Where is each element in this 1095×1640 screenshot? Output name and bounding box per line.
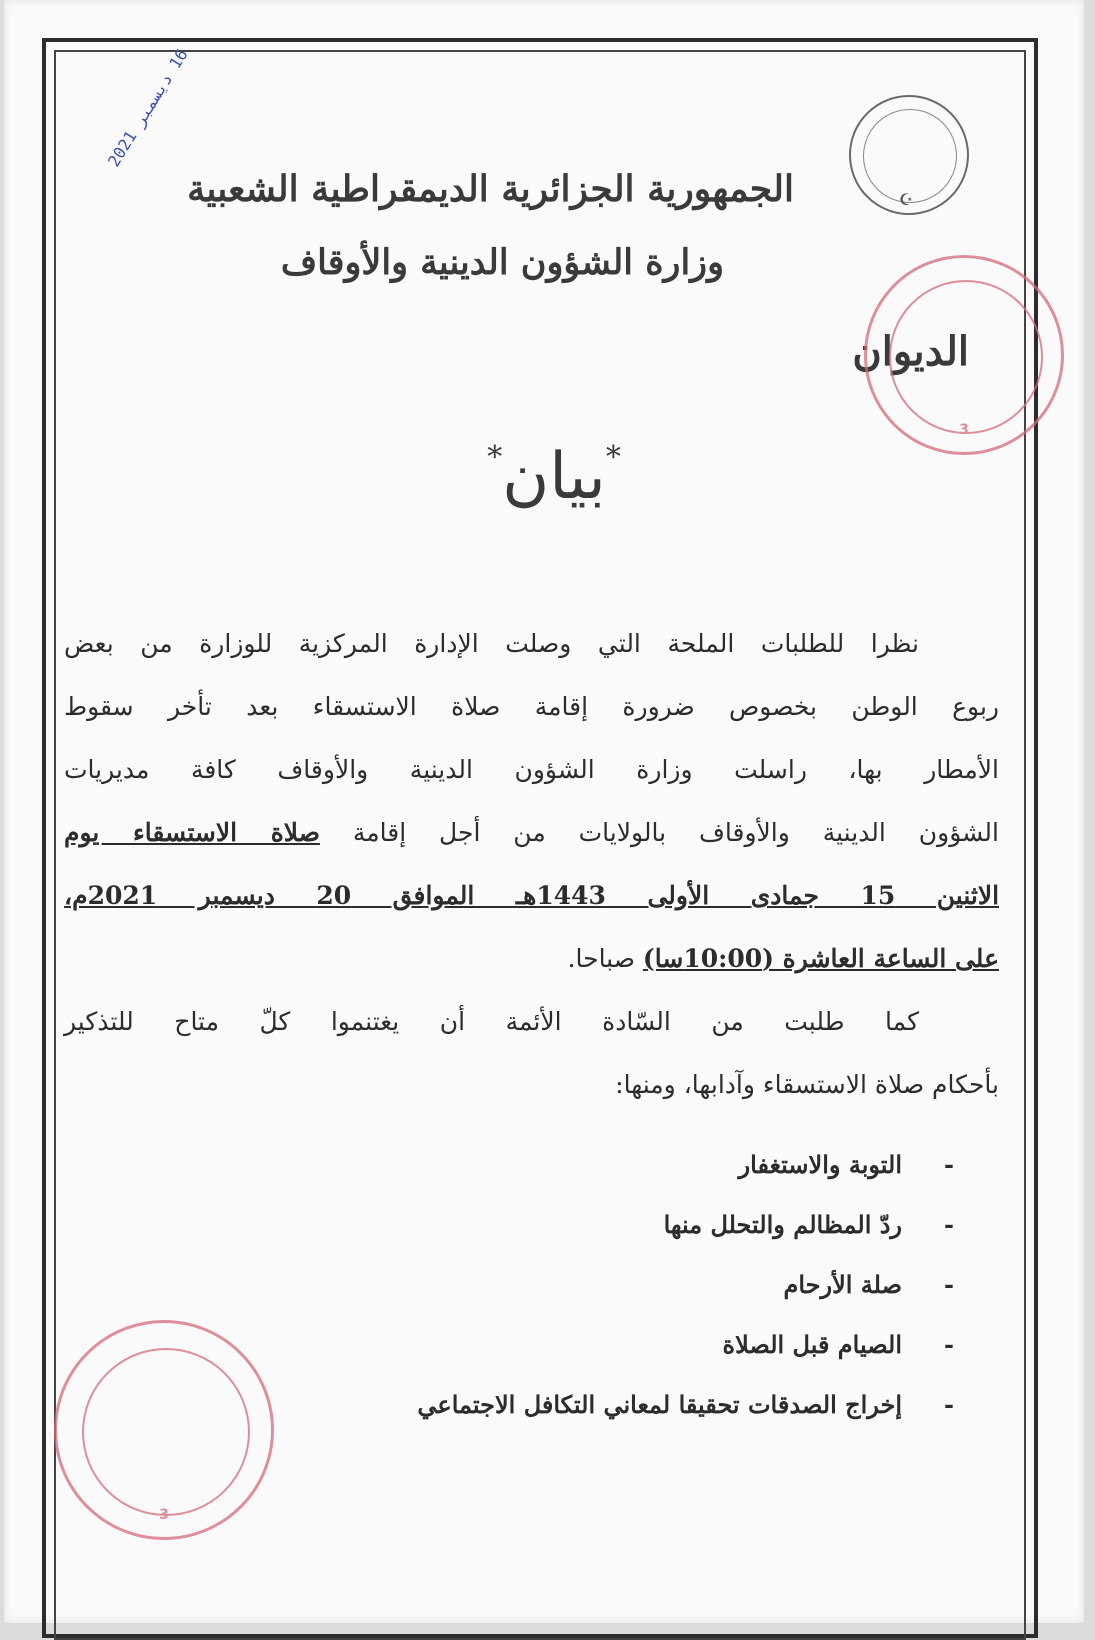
body-line-3: الأمطار بها، راسلت وزارة الشؤون الدينية والأوقاف كافة مديريات <box>64 755 999 784</box>
list-item <box>417 1315 954 1375</box>
official-stamp-top <box>864 255 1064 455</box>
body-line-4-highlight: صلاة الاستسقاء يوم <box>64 818 320 847</box>
list-dash: - <box>944 1330 954 1359</box>
document-sheet <box>4 0 1084 1623</box>
etiquette-list <box>417 1135 954 1435</box>
list-dash: - <box>944 1210 954 1239</box>
body-line-1: نظرا للطلبات الملحة التي وصلت الإدارة المركزية للوزارة من بعض <box>64 629 919 658</box>
body-line-8: بأحكام صلاة الاستسقاء وآدابها، ومنها: <box>615 1070 999 1099</box>
list-item-text: الصيام قبل الصلاة <box>722 1330 902 1359</box>
body-line-7: كما طلبت من السّادة الأئمة أن يغتنموا كلّ متاح للتذكير <box>64 1007 919 1036</box>
body-line-2: ربوع الوطن بخصوص ضرورة إقامة صلاة الاستسقاء بعد تأخر سقوط <box>64 692 999 721</box>
list-item-text: إخراج الصدقات تحقيقا لمعاني التكافل الاجتماعي <box>417 1390 902 1419</box>
body-line-6-time: على الساعة العاشرة (10:00سا) <box>642 944 999 973</box>
page-title <box>374 440 734 514</box>
list-item-text: التوبة والاستغفار <box>738 1150 902 1179</box>
body-line-5-date: الاثنين 15 جمادى الأولى 1443هـ الموافق 20 ديسمبر 2021م، <box>64 881 1000 910</box>
statement-body <box>64 612 999 1116</box>
list-item-text: ردّ المظالم والتحلل منها <box>663 1210 902 1239</box>
body-line-4-text: الشؤون الدينية والأوقاف بالولايات من أجل إقامة <box>352 818 999 847</box>
list-dash: - <box>944 1150 954 1179</box>
list-item-text: صلة الأرحام <box>783 1270 902 1299</box>
list-item <box>417 1135 954 1195</box>
stamp-number: 3 <box>159 1507 169 1523</box>
body-line-6-text: صباحا. <box>567 944 635 973</box>
stamp-number: 3 <box>959 422 969 438</box>
title-star-right: * <box>605 440 621 475</box>
ministry-seal-icon <box>849 95 969 215</box>
ministry-name: وزارة الشؤون الدينية والأوقاف <box>280 242 724 283</box>
list-dash: - <box>944 1270 954 1299</box>
stamp-ring <box>889 280 1043 434</box>
official-stamp-bottom <box>54 1320 274 1540</box>
crescent-star-icon: ☪ <box>899 190 914 209</box>
body-line-4 <box>64 801 999 864</box>
republic-name: الجمهورية الجزائرية الديمقراطية الشعبية <box>187 168 794 210</box>
date-stamp: 16 ديسمبر 2021 <box>104 45 192 171</box>
body-line-6 <box>64 927 999 990</box>
seal-inner-ring <box>863 109 957 203</box>
list-dash: - <box>944 1390 954 1419</box>
list-item <box>417 1375 954 1435</box>
list-item <box>417 1195 954 1255</box>
title-star-left: * <box>487 440 503 475</box>
office-name: الديوان <box>852 328 969 375</box>
list-item <box>417 1255 954 1315</box>
title-text: بيان <box>502 440 606 514</box>
stamp-ring <box>82 1348 250 1516</box>
